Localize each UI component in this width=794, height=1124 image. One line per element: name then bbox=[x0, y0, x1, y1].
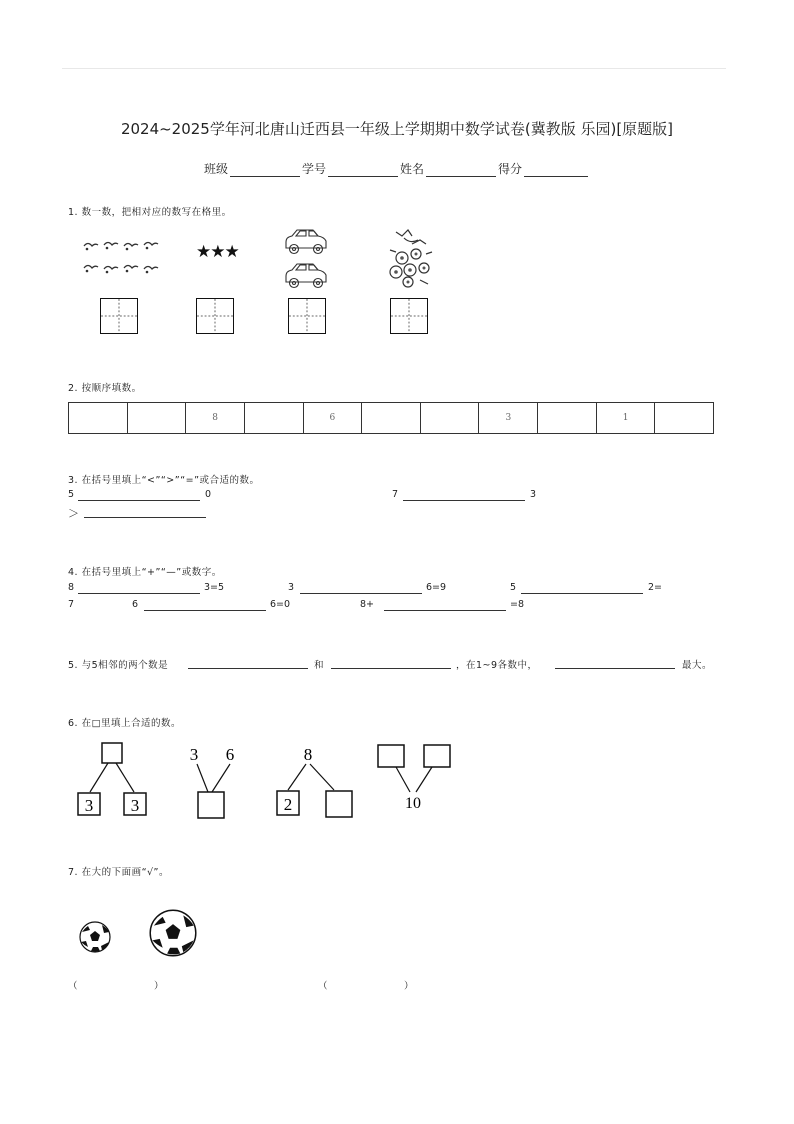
tree2-left-value: 3 bbox=[189, 745, 199, 764]
class-label: 班级 bbox=[203, 162, 228, 176]
q5-blank-1[interactable] bbox=[188, 668, 308, 669]
question-2-label: 2. 按顺序填数。 bbox=[68, 383, 142, 394]
sequence-cell[interactable] bbox=[421, 403, 480, 433]
tree4-bottom-value: 10 bbox=[405, 795, 421, 812]
q3-item2-right: 3 bbox=[530, 489, 537, 500]
class-blank[interactable] bbox=[230, 162, 300, 177]
sequence-cell[interactable] bbox=[128, 403, 187, 433]
tree1-left-value: 3 bbox=[84, 796, 94, 815]
q4-blank-d[interactable] bbox=[144, 610, 266, 611]
q3-blank-2[interactable] bbox=[403, 500, 525, 501]
q3-blank-3[interactable] bbox=[84, 517, 206, 518]
sequence-cell[interactable] bbox=[538, 403, 597, 433]
paren-close-2: ） bbox=[404, 981, 414, 992]
sequence-cell: 1 bbox=[597, 403, 656, 433]
tree1-top-box bbox=[102, 743, 122, 763]
q4-b-right: 6=9 bbox=[426, 582, 447, 593]
q3-item1-right: 0 bbox=[205, 489, 212, 500]
answer-box-flowers[interactable] bbox=[390, 298, 428, 334]
q5-suffix: 最大。 bbox=[682, 660, 713, 671]
q4-d-right: 6=0 bbox=[270, 599, 291, 610]
page-title: 2024~2025学年河北唐山迁西县一年级上学期期中数学试卷(冀教版 乐园)[原题版] bbox=[120, 120, 674, 138]
sequence-cell: 3 bbox=[479, 403, 538, 433]
answer-box-birds[interactable] bbox=[100, 298, 138, 334]
answer-box-stars[interactable] bbox=[196, 298, 234, 334]
number-sequence-grid bbox=[68, 402, 714, 434]
answer-slot-small-ball[interactable] bbox=[84, 978, 154, 992]
q4-a-left: 8 bbox=[68, 582, 75, 593]
name-label: 姓名 bbox=[400, 162, 425, 176]
sequence-cell[interactable] bbox=[245, 403, 304, 433]
number-bond-tree-3 bbox=[277, 745, 352, 817]
sequence-cell[interactable] bbox=[362, 403, 421, 433]
q3-item3-left: ＞ bbox=[68, 507, 79, 520]
tree1-right-value: 3 bbox=[130, 796, 140, 815]
answer-slot-large-ball[interactable] bbox=[334, 978, 404, 992]
student-id-blank[interactable] bbox=[328, 162, 398, 177]
question-1-label: 1. 数一数，把相对应的数写在格里。 bbox=[68, 207, 232, 218]
tree3-top-value: 8 bbox=[303, 745, 313, 764]
q4-blank-b[interactable] bbox=[300, 593, 422, 594]
paren-close-1: ） bbox=[154, 981, 164, 992]
small-soccer-ball-icon bbox=[78, 920, 112, 954]
q3-blank-1[interactable] bbox=[78, 500, 200, 501]
q4-c-right: 2= bbox=[648, 582, 663, 593]
sequence-cell: 6 bbox=[304, 403, 363, 433]
q4-c-left: 5 bbox=[510, 582, 517, 593]
number-bond-tree-2 bbox=[190, 745, 235, 818]
large-soccer-ball-icon bbox=[148, 908, 198, 958]
q4-e-left: 8+ bbox=[360, 599, 375, 610]
top-divider bbox=[62, 68, 726, 69]
score-label: 得分 bbox=[498, 162, 523, 176]
question-4-label: 4. 在括号里填上“+”“—”或数字。 bbox=[68, 567, 222, 578]
paren-open-2: （ bbox=[318, 981, 328, 992]
q4-a-right: 3=5 bbox=[204, 582, 225, 593]
q4-blank-a[interactable] bbox=[78, 593, 200, 594]
sequence-cell[interactable] bbox=[655, 403, 714, 433]
flowers-picture bbox=[382, 224, 440, 290]
question-7-label: 7. 在大的下面画“√”。 bbox=[68, 867, 169, 878]
name-blank[interactable] bbox=[426, 162, 496, 177]
q3-item2-left: 7 bbox=[392, 489, 399, 500]
tree2-right-value: 6 bbox=[225, 745, 235, 764]
question-5-prefix: 5. 与5相邻的两个数是 bbox=[68, 660, 169, 671]
q5-blank-3[interactable] bbox=[555, 668, 675, 669]
tree3-left-value: 2 bbox=[283, 795, 293, 814]
cars-picture bbox=[280, 226, 334, 294]
q4-blank-e[interactable] bbox=[384, 610, 506, 611]
answer-box-cars[interactable] bbox=[288, 298, 326, 334]
student-id-label: 学号 bbox=[301, 162, 326, 176]
q4-e-right: =8 bbox=[510, 599, 525, 610]
question-3-label: 3. 在括号里填上“<”“>”“=”或合适的数。 bbox=[68, 475, 260, 486]
q4-blank-c[interactable] bbox=[521, 593, 643, 594]
q5-mid2: ，在1~9各数中， bbox=[456, 660, 538, 671]
score-blank[interactable] bbox=[524, 162, 588, 177]
number-bond-trees bbox=[70, 740, 460, 822]
q4-row2-lead: 7 bbox=[68, 599, 75, 610]
paren-open-1: （ bbox=[68, 981, 78, 992]
q3-item1-left: 5 bbox=[68, 489, 75, 500]
stars-picture: ★★★ bbox=[196, 242, 239, 262]
number-bond-tree-1 bbox=[78, 743, 146, 815]
q4-b-left: 3 bbox=[288, 582, 295, 593]
student-info-row bbox=[0, 160, 794, 177]
q4-d-left: 6 bbox=[132, 599, 139, 610]
number-bond-tree-4 bbox=[378, 745, 450, 812]
q5-blank-2[interactable] bbox=[331, 668, 451, 669]
question-6-label: 6. 在□里填上合适的数。 bbox=[68, 718, 182, 729]
birds-picture bbox=[78, 236, 162, 280]
q5-mid: 和 bbox=[314, 660, 325, 671]
sequence-cell[interactable] bbox=[69, 403, 128, 433]
sequence-cell: 8 bbox=[186, 403, 245, 433]
